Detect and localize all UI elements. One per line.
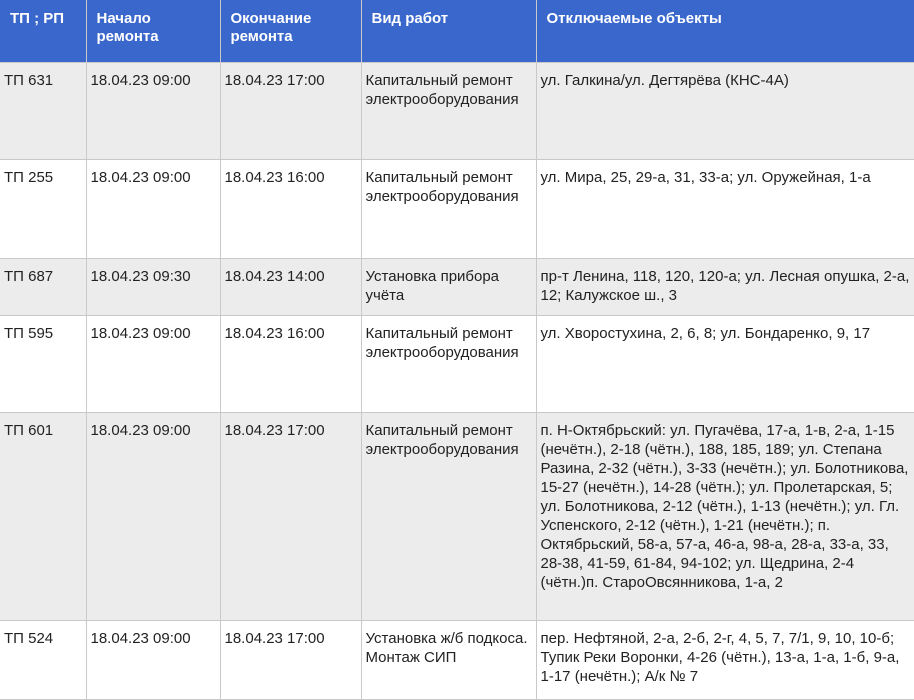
header-end: Окончание ремонта [220, 0, 361, 63]
header-work: Вид работ [361, 0, 536, 63]
cell-end: 18.04.23 17:00 [220, 413, 361, 621]
header-start: Начало ремонта [86, 0, 220, 63]
table-row [0, 413, 914, 621]
header-row [0, 0, 914, 63]
cell-tp: ТП 255 [0, 160, 86, 259]
table-header [0, 0, 914, 63]
table-row [0, 621, 914, 700]
cell-objects: п. Н-Октябрьский: ул. Пугачёва, 17-а, 1-в, 2-а, 1-15 (нечётн.), 2-18 (чётн.), 188, 185, 189; ул. Степана Разина, 2-32 (чётн.), 3-33 (нечётн.); ул. Болотникова, 15-27 (нечётн.), 14-28 (чётн.); ул. Пролетарская, 5; ул. Болотникова, 2-12 (чётн.), 1-13 (нечётн.); ул. Гл. Успенского, 2-12 (чётн.), 1-21 (нечётн.); п. Октябрьский, 58-а, 57-а, 46-а, 98-а, 28-а, 33-а, 33, 28-38, 41-59, 61-84, 94-102; ул. Щедрина, 2-4 (чётн.)п. СтароОвсянникова, 1-а, 2 [536, 413, 914, 621]
table-body [0, 63, 914, 700]
cell-start: 18.04.23 09:00 [86, 413, 220, 621]
header-objects: Отключаемые объекты [536, 0, 914, 63]
cell-work: Капитальный ремонт электрооборудования [361, 63, 536, 160]
cell-start: 18.04.23 09:00 [86, 316, 220, 413]
table-row [0, 259, 914, 316]
cell-objects: ул. Галкина/ул. Дегтярёва (КНС-4А) [536, 63, 914, 160]
cell-start: 18.04.23 09:30 [86, 259, 220, 316]
cell-objects: ул. Мира, 25, 29-а, 31, 33-а; ул. Оружейная, 1-а [536, 160, 914, 259]
cell-start: 18.04.23 09:00 [86, 160, 220, 259]
cell-tp: ТП 687 [0, 259, 86, 316]
cell-work: Капитальный ремонт электрооборудования [361, 160, 536, 259]
cell-tp: ТП 595 [0, 316, 86, 413]
cell-end: 18.04.23 16:00 [220, 316, 361, 413]
cell-work: Установка прибора учёта [361, 259, 536, 316]
cell-end: 18.04.23 17:00 [220, 63, 361, 160]
cell-tp: ТП 524 [0, 621, 86, 700]
cell-objects: пр-т Ленина, 118, 120, 120-а; ул. Лесная опушка, 2-а, 12; Калужское ш., 3 [536, 259, 914, 316]
cell-tp: ТП 601 [0, 413, 86, 621]
table-row [0, 63, 914, 160]
cell-start: 18.04.23 09:00 [86, 63, 220, 160]
cell-objects: пер. Нефтяной, 2-а, 2-б, 2-г, 4, 5, 7, 7/1, 9, 10, 10-б; Тупик Реки Воронки, 4-26 (чётн.), 13-а, 1-а, 1-б, 9-а, 1-17 (нечётн.); А/к № 7 [536, 621, 914, 700]
cell-tp: ТП 631 [0, 63, 86, 160]
header-tp: ТП ; РП [0, 0, 86, 63]
cell-start: 18.04.23 09:00 [86, 621, 220, 700]
cell-end: 18.04.23 16:00 [220, 160, 361, 259]
cell-work: Установка ж/б подкоса. Монтаж СИП [361, 621, 536, 700]
cell-objects: ул. Хворостухина, 2, 6, 8; ул. Бондаренко, 9, 17 [536, 316, 914, 413]
cell-end: 18.04.23 14:00 [220, 259, 361, 316]
cell-end: 18.04.23 17:00 [220, 621, 361, 700]
table-row [0, 160, 914, 259]
cell-work: Капитальный ремонт электрооборудования [361, 413, 536, 621]
cell-work: Капитальный ремонт электрооборудования [361, 316, 536, 413]
table-row [0, 316, 914, 413]
